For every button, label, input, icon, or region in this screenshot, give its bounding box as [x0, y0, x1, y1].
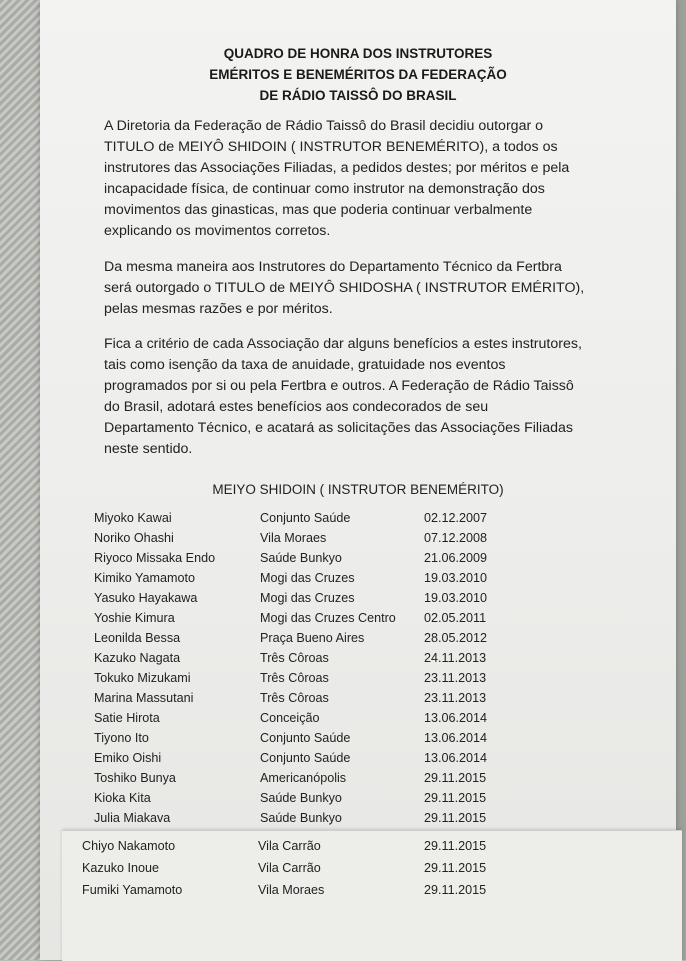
honoree-name: Fumiki Yamamoto	[82, 883, 183, 897]
table-row	[0, 880, 636, 900]
paragraph-3	[104, 334, 644, 460]
table-row	[40, 528, 676, 548]
honoree-association: Vila Carrão	[258, 839, 321, 853]
honoree-name: Kazuko Nagata	[94, 651, 181, 665]
honoree-name: Yasuko Hayakawa	[94, 591, 198, 605]
honoree-association: Vila Moraes	[260, 531, 327, 545]
honoree-association: Conceição	[260, 711, 320, 725]
honoree-association: Praça Bueno Aires	[260, 631, 365, 645]
table-row	[40, 588, 676, 608]
honoree-name: Toshiko Bunya	[94, 771, 176, 785]
honoree-name: Marina Massutani	[94, 691, 194, 705]
honoree-association: Saúde Bunkyo	[260, 551, 342, 565]
honoree-date: 21.06.2009	[424, 551, 488, 565]
table-row	[40, 568, 676, 588]
table-row	[40, 508, 676, 528]
honoree-name: Emiko Oishi	[94, 751, 162, 765]
honoree-name: Tiyono Ito	[94, 731, 149, 745]
table-row	[40, 808, 676, 828]
table-row	[40, 768, 676, 788]
paragraph-line: do Brasil, adotará estes benefícios aos condecorados de seu	[104, 399, 489, 415]
honoree-name: Leonilda Bessa	[94, 631, 181, 645]
honoree-date: 29.11.2015	[424, 791, 487, 805]
table-row	[40, 788, 676, 808]
paragraph-line: movimentos das ginasticas, mas que poderia continuar verbalmente	[104, 202, 533, 218]
paragraph-1	[104, 116, 644, 242]
paragraph-line: Da mesma maneira aos Instrutores do Departamento Técnico da Fertbra	[104, 259, 562, 275]
honoree-association: Mogi das Cruzes	[260, 571, 355, 585]
table-row	[40, 548, 676, 568]
title-line-2: EMÉRITOS E BENEMÉRITOS DA FEDERAÇÃO	[209, 67, 507, 82]
table-row	[40, 608, 676, 628]
honoree-date: 19.03.2010	[424, 591, 488, 605]
table-row	[40, 648, 676, 668]
paragraph-line: explicando os movimentos corretos.	[104, 223, 331, 239]
honoree-association: Conjunto Saúde	[260, 511, 351, 525]
table-row	[40, 728, 676, 748]
honoree-date: 13.06.2014	[424, 711, 488, 725]
honoree-date: 02.12.2007	[424, 511, 488, 525]
honoree-association: Três Côroas	[260, 691, 329, 705]
honoree-date: 29.11.2015	[424, 883, 487, 897]
honoree-date: 02.05.2011	[424, 611, 487, 625]
honoree-date: 13.06.2014	[424, 751, 488, 765]
honoree-name: Satie Hirota	[94, 711, 160, 725]
honoree-date: 28.05.2012	[424, 631, 488, 645]
table-row	[0, 858, 636, 878]
title-line-1: QUADRO DE HONRA DOS INSTRUTORES	[223, 46, 493, 61]
honoree-association: Três Côroas	[260, 651, 329, 665]
document-sheet	[40, 0, 676, 960]
table-row	[40, 708, 676, 728]
honoree-date: 07.12.2008	[424, 531, 488, 545]
honoree-association: Vila Moraes	[258, 883, 325, 897]
honoree-association: Vila Carrão	[258, 861, 321, 875]
title-line-3: DE RÁDIO TAISSÔ DO BRASIL	[259, 88, 457, 103]
honoree-name: Chiyo Nakamoto	[82, 839, 176, 853]
paragraph-line: será outorgado o TITULO de MEIYÔ SHIDOSHA ( INSTRUTOR EMÉRITO),	[104, 280, 585, 296]
honoree-association: Saúde Bunkyo	[260, 791, 342, 805]
honoree-date: 29.11.2015	[424, 811, 487, 825]
paragraph-line: Fica a critério de cada Associação dar alguns benefícios a estes instrutores,	[104, 336, 582, 352]
honoree-association: Conjunto Saúde	[260, 751, 351, 765]
table-row	[40, 748, 676, 768]
paragraph-line: Departamento Técnico, e acatará as solicitações das Associações Filiadas	[104, 420, 573, 436]
document-title	[40, 43, 676, 106]
honoree-name: Miyoko Kawai	[94, 511, 172, 525]
honoree-date: 29.11.2015	[424, 861, 487, 875]
honoree-association: Mogi das Cruzes Centro	[260, 611, 396, 625]
honoree-name: Yoshie Kimura	[94, 611, 175, 625]
table-row	[0, 836, 636, 856]
honoree-date: 13.06.2014	[424, 731, 488, 745]
honoree-name: Tokuko Mizukami	[94, 671, 191, 685]
honoree-name: Julia Miakava	[94, 811, 171, 825]
honoree-name: Riyoco Missaka Endo	[94, 551, 216, 565]
honoree-name: Kioka Kita	[94, 791, 151, 805]
paragraph-line: TITULO de MEIYÔ SHIDOIN ( INSTRUTOR BENEMÉRITO), a todos os	[104, 139, 558, 155]
honoree-association: Três Côroas	[260, 671, 329, 685]
honoree-date: 29.11.2015	[424, 839, 487, 853]
paragraph-line: pelas mesmas razões e por méritos.	[104, 301, 333, 317]
honoree-date: 19.03.2010	[424, 571, 488, 585]
paragraph-line: instrutores das Associações Filiadas, a pedidos destes; por méritos e pela	[104, 160, 570, 176]
honoree-name: Kazuko Inoue	[82, 861, 160, 875]
table-row	[40, 688, 676, 708]
paragraph-line: neste sentido.	[104, 441, 193, 457]
honoree-name: Noriko Ohashi	[94, 531, 174, 545]
honoree-date: 23.11.2013	[424, 691, 487, 705]
table-row	[40, 668, 676, 688]
honoree-association: Americanópolis	[260, 771, 347, 785]
honoree-date: 29.11.2015	[424, 771, 487, 785]
paragraph-line: programados por si ou pela Fertbra e outros. A Federação de Rádio Taissô	[104, 378, 574, 394]
paragraph-line: A Diretoria da Federação de Rádio Taissô do Brasil decidiu outorgar o	[104, 118, 544, 134]
honoree-date: 24.11.2013	[424, 651, 487, 665]
table-row	[40, 628, 676, 648]
paragraph-line: incapacidade física, de continuar como instrutor na demonstração dos	[104, 181, 545, 197]
paragraph-line: tais como isenção da taxa de anuidade, gratuidade nos eventos	[104, 357, 506, 373]
section-heading: MEIYO SHIDOIN ( INSTRUTOR BENEMÉRITO)	[212, 482, 504, 497]
honoree-association: Saúde Bunkyo	[260, 811, 342, 825]
honoree-date: 23.11.2013	[424, 671, 487, 685]
honoree-association: Conjunto Saúde	[260, 731, 351, 745]
honoree-name: Kimiko Yamamoto	[94, 571, 196, 585]
honoree-association: Mogi das Cruzes	[260, 591, 355, 605]
paragraph-2	[104, 257, 644, 320]
